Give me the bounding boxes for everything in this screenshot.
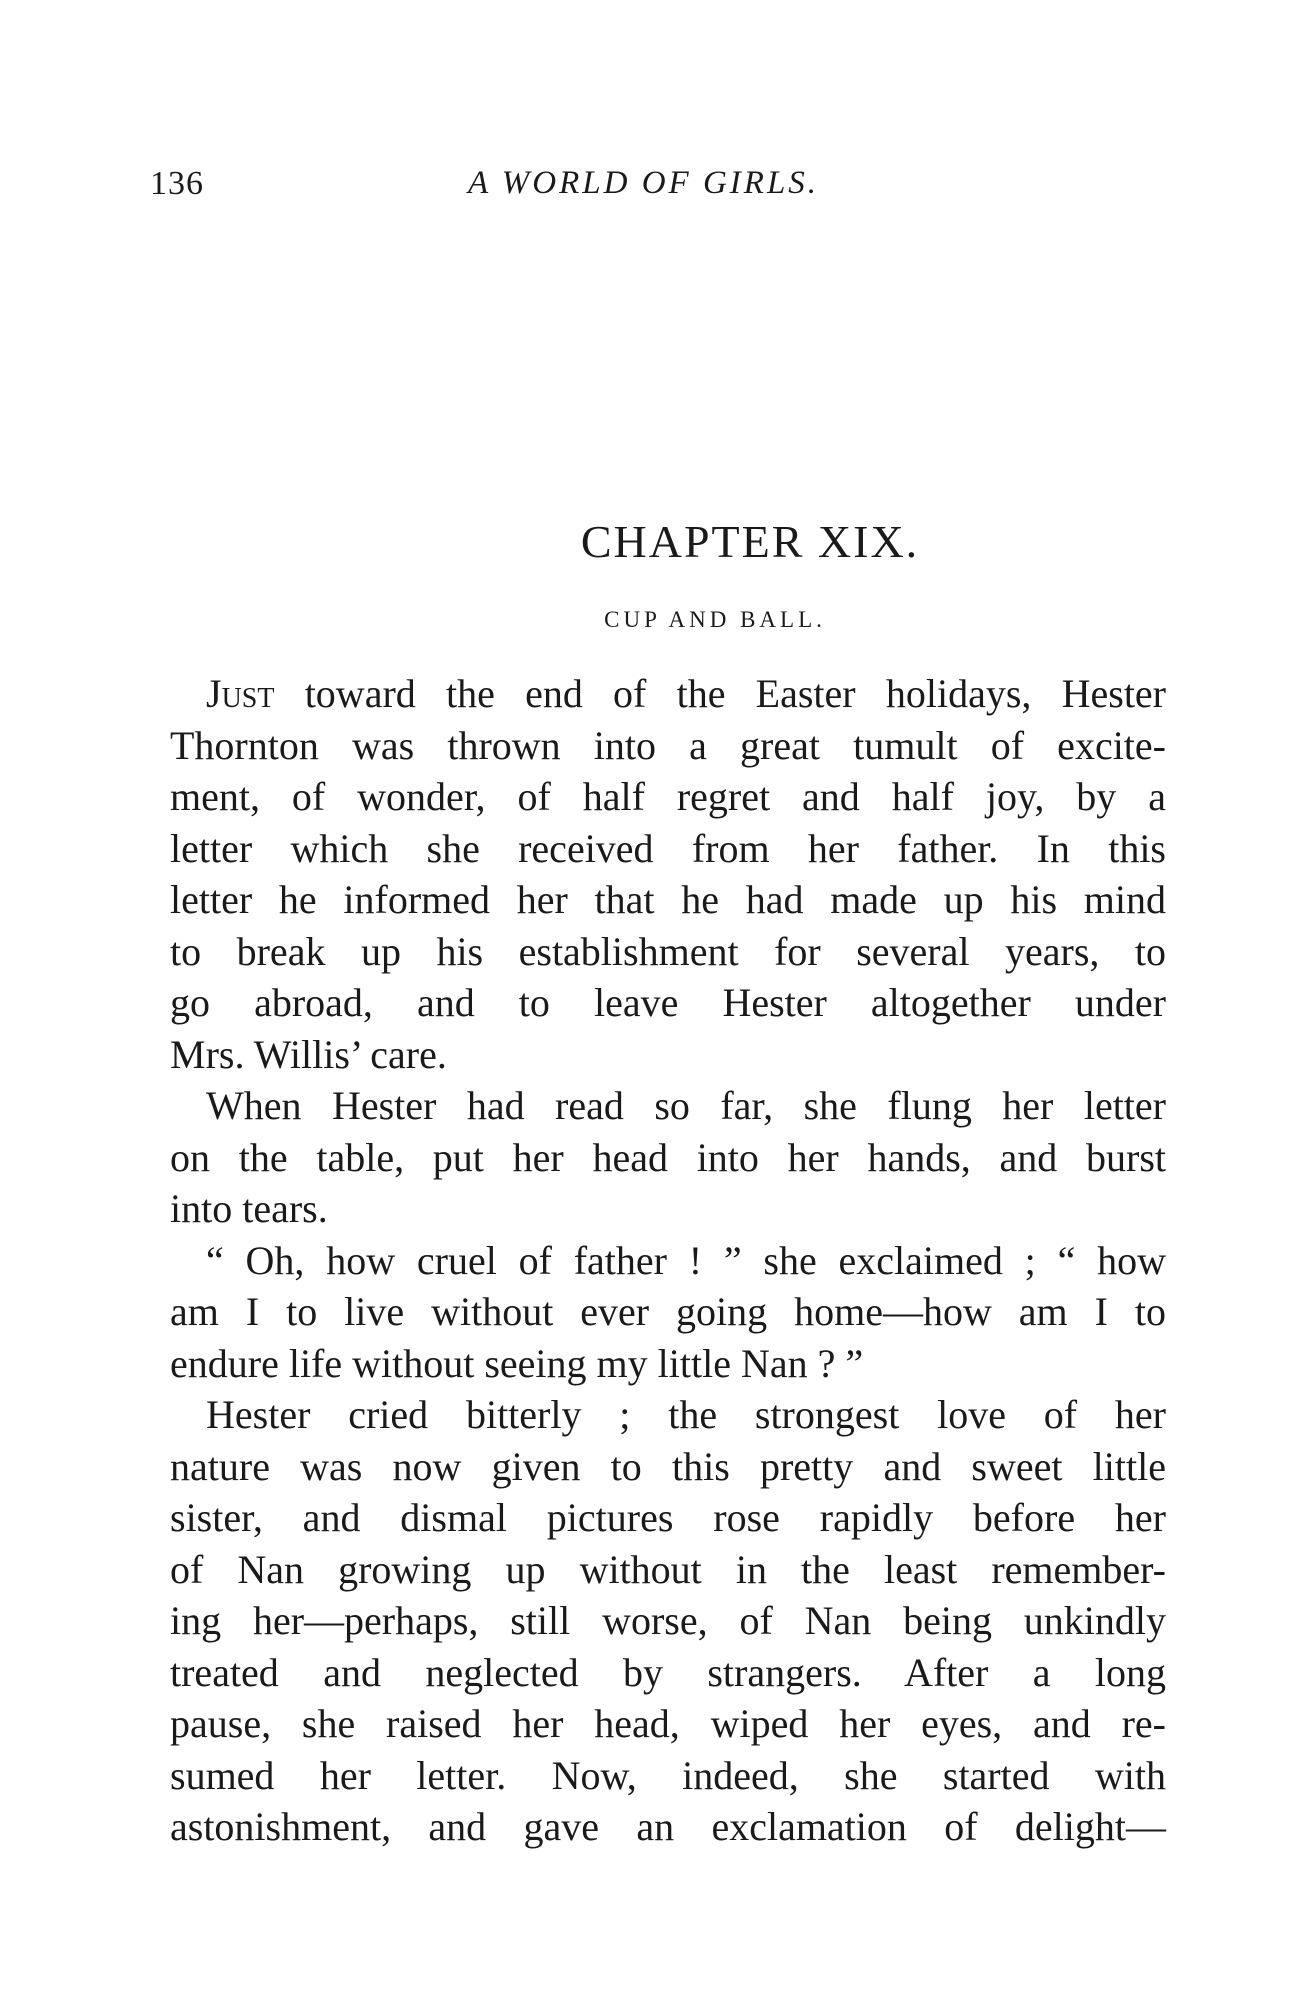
chapter-title: CHAPTER XIX. [580, 516, 920, 567]
text-line: “ Oh, how cruel of father ! ” she exclaimed ; “ how [206, 1237, 1166, 1283]
text-line: Hester cried bitterly ; the strongest love of her [206, 1392, 1166, 1437]
text-line: to break up his establishment for several years, to [170, 928, 1166, 974]
text-line: When Hester had read so far, she flung her letter [206, 1083, 1166, 1128]
text-line: endure life without seeing my little Nan ? ” [170, 1340, 864, 1386]
text-line: sumed her letter. Now, indeed, she started with [170, 1752, 1166, 1798]
body-text [170, 668, 1166, 1853]
chapter-subtitle: CUP AND BALL. [604, 607, 826, 632]
text-line: pause, she raised her head, wiped her eyes, and re- [170, 1701, 1166, 1746]
text-line: am I to live without ever going home—how am I to [170, 1289, 1166, 1334]
text-line [170, 668, 1166, 720]
text-line: sister, and dismal pictures rose rapidly before her [170, 1495, 1166, 1540]
text-line: ing her—perhaps, still worse, of Nan being unkindly [170, 1598, 1166, 1643]
running-title: A WORLD OF GIRLS. [468, 165, 820, 201]
text-line: on the table, put her head into her hands, and burst [170, 1134, 1166, 1180]
text-line: Mrs. Willis’ care. [170, 1031, 447, 1077]
text-line: treated and neglected by strangers. After a long [170, 1649, 1166, 1695]
text-line: of Nan growing up without in the least remember- [170, 1546, 1166, 1592]
text-line: astonishment, and gave an exclamation of delight— [170, 1804, 1166, 1849]
drop-word: Just [206, 671, 275, 716]
text-line: letter he informed her that he had made up his mind [170, 877, 1166, 922]
text-line: letter which she received from her father. In this [170, 825, 1166, 871]
text-line: into tears. [170, 1186, 328, 1231]
text-line: Thornton was thrown into a great tumult of excite- [170, 722, 1166, 768]
text-line: nature was now given to this pretty and sweet little [170, 1443, 1166, 1489]
text-line: ment, of wonder, of half regret and half joy, by a [170, 774, 1166, 819]
page-number: 136 [150, 165, 204, 202]
text-line-content: toward the end of the Easter holidays, Hester [274, 671, 1166, 716]
text-line: go abroad, and to leave Hester altogether under [170, 980, 1166, 1025]
